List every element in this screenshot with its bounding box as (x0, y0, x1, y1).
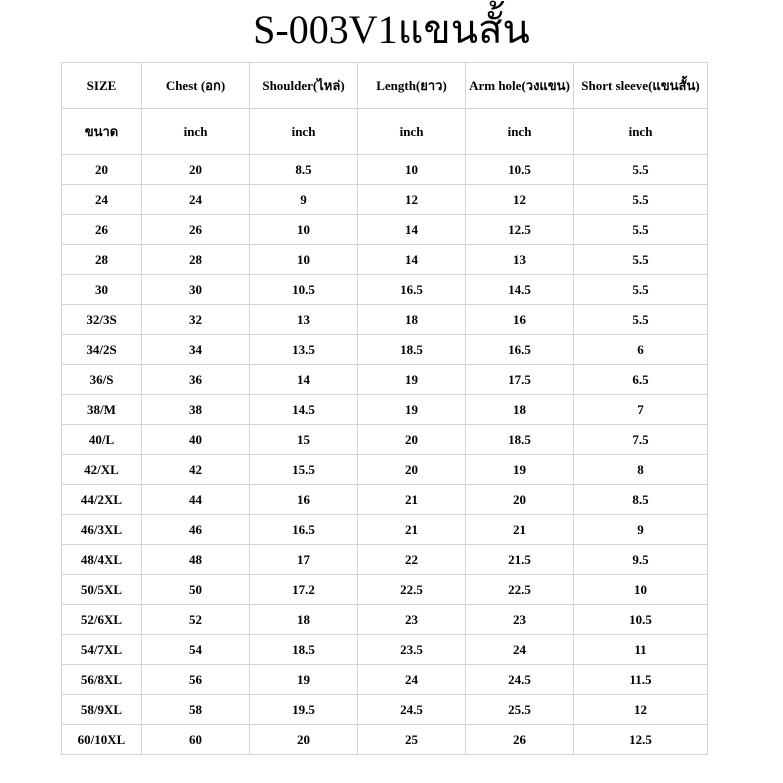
table-row (62, 635, 708, 665)
length-cell: 22.5 (358, 575, 466, 605)
table-row (62, 725, 708, 755)
chest-cell: 54 (142, 635, 250, 665)
length-cell: 14 (358, 245, 466, 275)
arm-hole-cell: 16 (466, 305, 574, 335)
shoulder-cell: 16.5 (250, 515, 358, 545)
short-sleeve-cell: 5.5 (574, 185, 708, 215)
arm-hole-cell: 20 (466, 485, 574, 515)
length-cell: 21 (358, 485, 466, 515)
header-arm-hole: Arm hole(วงแขน) (466, 63, 574, 109)
chest-cell: 58 (142, 695, 250, 725)
length-cell: 23 (358, 605, 466, 635)
unit-cell: inch (358, 109, 466, 155)
shoulder-cell: 19.5 (250, 695, 358, 725)
size-cell: 28 (62, 245, 142, 275)
size-chart-table (61, 62, 708, 755)
size-cell: 50/5XL (62, 575, 142, 605)
shoulder-cell: 10 (250, 215, 358, 245)
size-cell: 30 (62, 275, 142, 305)
short-sleeve-cell: 9 (574, 515, 708, 545)
length-cell: 18 (358, 305, 466, 335)
chest-cell: 40 (142, 425, 250, 455)
shoulder-cell: 10.5 (250, 275, 358, 305)
chest-cell: 30 (142, 275, 250, 305)
table-row (62, 695, 708, 725)
shoulder-cell: 8.5 (250, 155, 358, 185)
short-sleeve-cell: 5.5 (574, 275, 708, 305)
length-cell: 18.5 (358, 335, 466, 365)
shoulder-cell: 9 (250, 185, 358, 215)
chest-cell: 52 (142, 605, 250, 635)
shoulder-cell: 13.5 (250, 335, 358, 365)
table-row (62, 575, 708, 605)
unit-cell: inch (142, 109, 250, 155)
table-row (62, 185, 708, 215)
short-sleeve-cell: 12 (574, 695, 708, 725)
arm-hole-cell: 10.5 (466, 155, 574, 185)
header-length: Length(ยาว) (358, 63, 466, 109)
length-cell: 21 (358, 515, 466, 545)
arm-hole-cell: 18 (466, 395, 574, 425)
shoulder-cell: 16 (250, 485, 358, 515)
chest-cell: 36 (142, 365, 250, 395)
length-cell: 23.5 (358, 635, 466, 665)
short-sleeve-cell: 6 (574, 335, 708, 365)
size-cell: 42/XL (62, 455, 142, 485)
size-cell: 48/4XL (62, 545, 142, 575)
table-header-row (62, 63, 708, 109)
arm-hole-cell: 22.5 (466, 575, 574, 605)
chest-cell: 26 (142, 215, 250, 245)
table-row (62, 395, 708, 425)
header-short-sleeve: Short sleeve(แขนสั้น) (574, 63, 708, 109)
shoulder-cell: 18.5 (250, 635, 358, 665)
size-cell: 54/7XL (62, 635, 142, 665)
chest-cell: 28 (142, 245, 250, 275)
size-cell: 40/L (62, 425, 142, 455)
arm-hole-cell: 13 (466, 245, 574, 275)
length-cell: 19 (358, 365, 466, 395)
short-sleeve-cell: 7 (574, 395, 708, 425)
header-size: SIZE (62, 63, 142, 109)
length-cell: 16.5 (358, 275, 466, 305)
table-row (62, 335, 708, 365)
short-sleeve-cell: 5.5 (574, 155, 708, 185)
shoulder-cell: 17.2 (250, 575, 358, 605)
chest-cell: 44 (142, 485, 250, 515)
chest-cell: 34 (142, 335, 250, 365)
table-row (62, 515, 708, 545)
arm-hole-cell: 12 (466, 185, 574, 215)
arm-hole-cell: 21 (466, 515, 574, 545)
arm-hole-cell: 24.5 (466, 665, 574, 695)
unit-cell: inch (466, 109, 574, 155)
shoulder-cell: 10 (250, 245, 358, 275)
chest-cell: 32 (142, 305, 250, 335)
short-sleeve-cell: 8 (574, 455, 708, 485)
unit-cell: ขนาด (62, 109, 142, 155)
table-row (62, 545, 708, 575)
short-sleeve-cell: 11.5 (574, 665, 708, 695)
size-cell: 34/2S (62, 335, 142, 365)
header-shoulder: Shoulder(ไหล่) (250, 63, 358, 109)
chest-cell: 24 (142, 185, 250, 215)
size-cell: 38/M (62, 395, 142, 425)
size-cell: 32/3S (62, 305, 142, 335)
short-sleeve-cell: 9.5 (574, 545, 708, 575)
chest-cell: 20 (142, 155, 250, 185)
arm-hole-cell: 24 (466, 635, 574, 665)
table-row (62, 485, 708, 515)
arm-hole-cell: 19 (466, 455, 574, 485)
shoulder-cell: 15.5 (250, 455, 358, 485)
arm-hole-cell: 14.5 (466, 275, 574, 305)
size-cell: 60/10XL (62, 725, 142, 755)
short-sleeve-cell: 5.5 (574, 305, 708, 335)
short-sleeve-cell: 10.5 (574, 605, 708, 635)
length-cell: 22 (358, 545, 466, 575)
size-cell: 52/6XL (62, 605, 142, 635)
page-title: S-003V1แขนสั้น (253, 7, 530, 52)
short-sleeve-cell: 11 (574, 635, 708, 665)
length-cell: 25 (358, 725, 466, 755)
arm-hole-cell: 23 (466, 605, 574, 635)
shoulder-cell: 13 (250, 305, 358, 335)
arm-hole-cell: 16.5 (466, 335, 574, 365)
short-sleeve-cell: 7.5 (574, 425, 708, 455)
table-row (62, 365, 708, 395)
table-units-row (62, 109, 708, 155)
size-cell: 58/9XL (62, 695, 142, 725)
arm-hole-cell: 18.5 (466, 425, 574, 455)
table-row (62, 305, 708, 335)
short-sleeve-cell: 5.5 (574, 215, 708, 245)
chest-cell: 60 (142, 725, 250, 755)
length-cell: 14 (358, 215, 466, 245)
size-cell: 20 (62, 155, 142, 185)
length-cell: 20 (358, 425, 466, 455)
short-sleeve-cell: 12.5 (574, 725, 708, 755)
short-sleeve-cell: 5.5 (574, 245, 708, 275)
arm-hole-cell: 12.5 (466, 215, 574, 245)
size-cell: 36/S (62, 365, 142, 395)
table-row (62, 275, 708, 305)
size-cell: 24 (62, 185, 142, 215)
short-sleeve-cell: 8.5 (574, 485, 708, 515)
unit-cell: inch (250, 109, 358, 155)
size-cell: 56/8XL (62, 665, 142, 695)
chest-cell: 50 (142, 575, 250, 605)
table-row (62, 215, 708, 245)
arm-hole-cell: 17.5 (466, 365, 574, 395)
size-cell: 44/2XL (62, 485, 142, 515)
shoulder-cell: 17 (250, 545, 358, 575)
size-cell: 46/3XL (62, 515, 142, 545)
header-chest: Chest (อก) (142, 63, 250, 109)
table-row (62, 455, 708, 485)
unit-cell: inch (574, 109, 708, 155)
length-cell: 12 (358, 185, 466, 215)
shoulder-cell: 14.5 (250, 395, 358, 425)
length-cell: 24 (358, 665, 466, 695)
shoulder-cell: 18 (250, 605, 358, 635)
table-row (62, 425, 708, 455)
short-sleeve-cell: 6.5 (574, 365, 708, 395)
chest-cell: 48 (142, 545, 250, 575)
arm-hole-cell: 21.5 (466, 545, 574, 575)
length-cell: 24.5 (358, 695, 466, 725)
short-sleeve-cell: 10 (574, 575, 708, 605)
arm-hole-cell: 25.5 (466, 695, 574, 725)
table-row (62, 155, 708, 185)
table-row (62, 245, 708, 275)
chest-cell: 42 (142, 455, 250, 485)
length-cell: 20 (358, 455, 466, 485)
table-row (62, 605, 708, 635)
shoulder-cell: 14 (250, 365, 358, 395)
shoulder-cell: 19 (250, 665, 358, 695)
chest-cell: 56 (142, 665, 250, 695)
size-cell: 26 (62, 215, 142, 245)
arm-hole-cell: 26 (466, 725, 574, 755)
length-cell: 10 (358, 155, 466, 185)
shoulder-cell: 20 (250, 725, 358, 755)
chest-cell: 38 (142, 395, 250, 425)
length-cell: 19 (358, 395, 466, 425)
shoulder-cell: 15 (250, 425, 358, 455)
chest-cell: 46 (142, 515, 250, 545)
table-row (62, 665, 708, 695)
